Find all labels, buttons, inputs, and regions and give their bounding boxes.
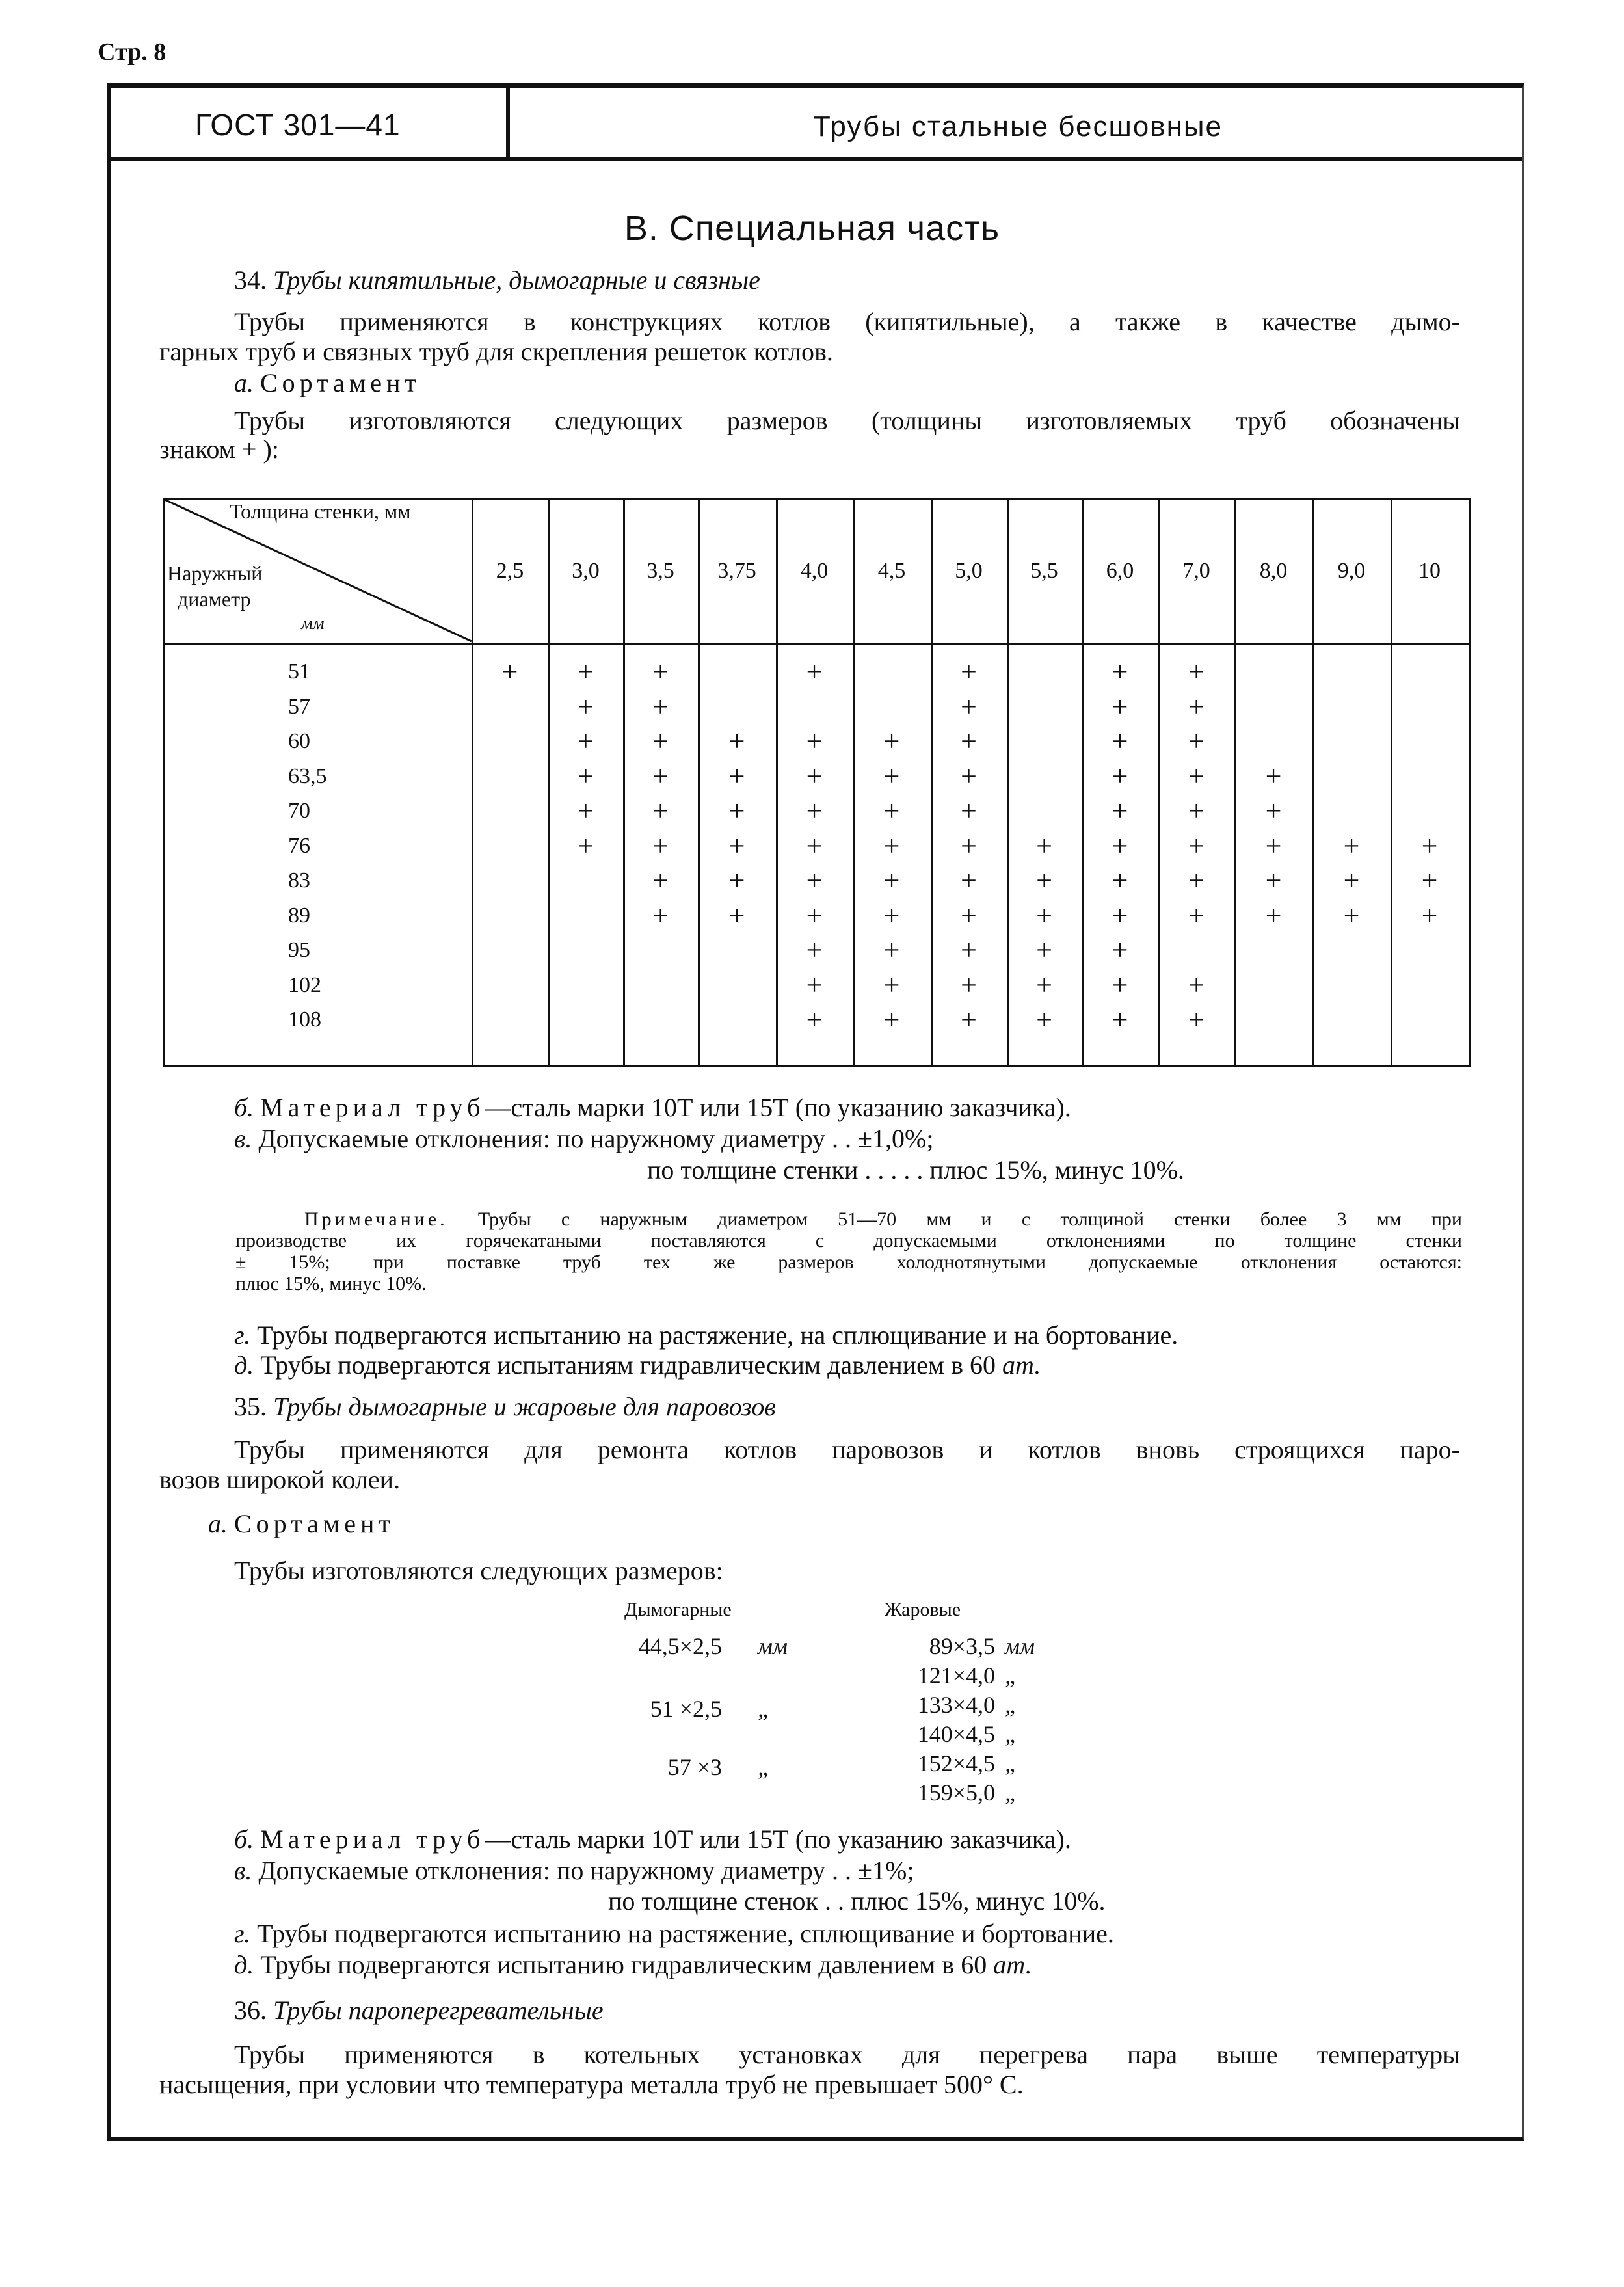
table-cell-mark: + (883, 725, 900, 757)
tube-size-unit: „ (1005, 1750, 1018, 1776)
table-row-diameter: 102 (288, 972, 321, 997)
table-cell-mark: + (806, 864, 823, 896)
table-cell-mark: + (1188, 829, 1205, 862)
table-header-rule (165, 643, 1469, 645)
corner-top-label: Толщина стенки, мм (230, 500, 411, 523)
table-cell-mark: + (578, 829, 594, 862)
table-column-header: 6,0 (1106, 559, 1134, 583)
table-cell-mark: + (652, 690, 669, 723)
table-cell-mark: + (728, 725, 745, 757)
table-cell-mark: + (652, 725, 669, 757)
header-rule (107, 157, 1522, 161)
s35-intro-line1: Трубы применяются для ремонта котлов паровозов и котлов вновь строящихся паро- (234, 1435, 1460, 1464)
table-cell-mark: + (1036, 829, 1052, 862)
table-cell-mark: + (1265, 760, 1282, 792)
thickness-table (163, 498, 1471, 1067)
table-cell-mark: + (1188, 795, 1205, 827)
table-cell-mark: + (883, 795, 900, 827)
table-cell-mark: + (1188, 725, 1205, 757)
table-cell-mark: + (961, 864, 977, 896)
table-column-header: 9,0 (1337, 559, 1366, 583)
page-marker: Стр. 8 (98, 38, 166, 66)
s35-heading: 35. Трубы дымогарные и жаровые для паровозов (234, 1392, 776, 1421)
table-cell-mark: + (652, 864, 669, 896)
table-cell-mark: + (1421, 829, 1438, 862)
table-cell-mark: + (652, 760, 669, 792)
s36-intro-line2: насыщения, при условии что температура металла труб не превышает 500° С. (159, 2070, 1024, 2099)
table-cell-mark: + (1036, 969, 1052, 1001)
table-column-header: 7,0 (1182, 559, 1210, 583)
table-cell-mark: + (1036, 934, 1052, 966)
tube-size-unit: „ (1005, 1663, 1018, 1689)
tube-size-unit: „ (1005, 1721, 1018, 1747)
note-line3: ± 15%; при поставке труб тех же размеров холоднотянутыми допускаемые отклонения остаются: (235, 1251, 1462, 1273)
tube-size-unit: мм (1005, 1633, 1035, 1659)
table-row-diameter: 108 (288, 1008, 321, 1032)
table-cell-mark: + (1036, 864, 1052, 896)
table-cell-mark: + (1112, 969, 1128, 1001)
table-row-diameter: 89 (288, 903, 310, 928)
table-column-header: 2,5 (496, 559, 524, 583)
tube-size: 121×4,0 (917, 1663, 995, 1689)
table-row-diameter: 60 (288, 729, 310, 753)
table-cell-mark: + (806, 969, 823, 1001)
table-cell-mark: + (961, 690, 977, 723)
s34-intro-line2: гарных труб и связных труб для скрепления решеток котлов. (159, 337, 833, 366)
table-cell-mark: + (806, 829, 823, 862)
table-cell-mark: + (1112, 899, 1128, 931)
tube-size-unit: „ (758, 1696, 771, 1722)
corner-left-label3: мм (301, 613, 325, 634)
table-cell-mark: + (1036, 899, 1052, 931)
table-cell-mark: + (578, 690, 594, 723)
s36-intro-line1: Трубы применяются в котельных установках для перегрева пара выше температуры (234, 2040, 1460, 2069)
table-cell-mark: + (1188, 656, 1205, 688)
table-row-diameter: 83 (288, 868, 310, 892)
table-cell-mark: + (961, 969, 977, 1001)
table-cell-mark: + (578, 725, 594, 757)
table-column-header: 4,0 (800, 559, 829, 583)
s34-test-mechanical: г. Трубы подвергаются испытанию на растяжение, на сплющивание и на бортование. (234, 1320, 1178, 1350)
table-column-header: 3,0 (572, 559, 600, 583)
tube-size-unit: „ (1005, 1692, 1018, 1718)
table-cell-mark: + (1036, 1004, 1052, 1036)
header-title: Трубы стальные бесшовные (813, 111, 1223, 142)
tube-size: 140×4,5 (917, 1721, 995, 1747)
s35-tolerance-line1: в. Допускаемые отклонения: по наружному диаметру . . ±1%; (234, 1856, 914, 1885)
table-cell-mark: + (883, 934, 900, 966)
table-row-diameter: 95 (288, 938, 310, 962)
tube-size: 133×4,0 (917, 1692, 995, 1718)
table-cell-mark: + (1265, 829, 1282, 862)
table-cell-mark: + (883, 969, 900, 1001)
table-cell-mark: + (652, 795, 669, 827)
table-cell-mark: + (1343, 899, 1360, 931)
table-cell-mark: + (1112, 1004, 1128, 1036)
note-line1: Примечание. Трубы с наружным диаметром 51—70 мм и с толщиной стенки более 3 мм при (304, 1209, 1462, 1230)
table-cell-mark: + (1343, 864, 1360, 896)
table-column-header: 4,5 (877, 559, 906, 583)
table-cell-mark: + (728, 899, 745, 931)
table-cell-mark: + (961, 829, 977, 862)
table-cell-mark: + (728, 795, 745, 827)
table-cell-mark: + (1112, 725, 1128, 757)
table-row-diameter: 76 (288, 833, 310, 858)
table-cell-mark: + (652, 899, 669, 931)
table-cell-mark: + (806, 934, 823, 966)
table-cell-mark: + (1188, 864, 1205, 896)
table-cell-mark: + (806, 725, 823, 757)
corner-left-label1: Наружный (167, 561, 263, 585)
s36-heading: 36. Трубы пароперегревательные (234, 1996, 604, 2025)
s35-assortment-heading: а. Сортамент (208, 1509, 395, 1538)
table-cell-mark: + (806, 899, 823, 931)
table-cell-mark: + (961, 1004, 977, 1036)
fire-tubes-heading: Жаровые (885, 1599, 961, 1620)
table-cell-mark: + (1188, 760, 1205, 792)
s35-assortment-line1: Трубы изготовляются следующих размеров: (234, 1556, 723, 1585)
table-cell-mark: + (578, 760, 594, 792)
s35-tolerance-line2: по толщине стенок . . плюс 15%, минус 10%. (608, 1886, 1106, 1916)
table-cell-mark: + (1265, 899, 1282, 931)
table-cell-mark: + (883, 899, 900, 931)
table-cell-mark: + (1265, 795, 1282, 827)
s34-material: б. Материал труб—сталь марки 10Т или 15Т (по указанию заказчика). (234, 1093, 1071, 1122)
table-row-diameter: 51 (288, 660, 310, 684)
tube-size-unit: „ (758, 1754, 771, 1780)
corner-left-label2: диаметр (178, 587, 251, 611)
table-cell-mark: + (883, 829, 900, 862)
table-cell-mark: + (1112, 864, 1128, 896)
s34-assortment-line1: Трубы изготовляются следующих размеров (толщины изготовляемых труб обозначены (234, 406, 1460, 435)
table-cell-mark: + (806, 760, 823, 792)
standard-number: ГОСТ 301—41 (195, 108, 401, 142)
table-column-header: 5,5 (1030, 559, 1058, 583)
table-row-diameter: 63,5 (288, 764, 327, 788)
table-column-header: 3,5 (646, 559, 674, 583)
s34-intro-line1: Трубы применяются в конструкциях котлов (кипятильные), а также в качестве дымо- (234, 307, 1460, 336)
table-cell-mark: + (883, 1004, 900, 1036)
table-cell-mark: + (1188, 1004, 1205, 1036)
table-cell-mark: + (1265, 864, 1282, 896)
table-cell-mark: + (806, 795, 823, 827)
table-cell-mark: + (501, 656, 518, 688)
s34-assortment-heading: а. Сортамент (234, 368, 421, 397)
table-cell-mark: + (1421, 864, 1438, 896)
table-cell-mark: + (1112, 760, 1128, 792)
s34-test-hydraulic: д. Трубы подвергаются испытаниям гидравлическим давлением в 60 ат. (234, 1350, 1041, 1380)
s35-test-hydraulic: д. Трубы подвергаются испытанию гидравлическим давлением в 60 ат. (234, 1950, 1032, 1979)
s34-tolerance-line1: в. Допускаемые отклонения: по наружному диаметру . . ±1,0%; (234, 1124, 934, 1153)
table-column-header: 5,0 (955, 559, 983, 583)
table-cell-mark: + (1112, 829, 1128, 862)
header-divider (506, 83, 510, 159)
tube-size: 44,5×2,5 (638, 1633, 722, 1659)
table-cell-mark: + (1112, 934, 1128, 966)
table-cell-mark: + (1421, 899, 1438, 931)
table-column-header: 3,75 (717, 559, 756, 583)
s34-assortment-line2: знаком + ): (159, 435, 279, 464)
table-cell-mark: + (1188, 899, 1205, 931)
s35-test-mechanical: г. Трубы подвергаются испытанию на растяжение, сплющивание и бортование. (234, 1919, 1114, 1948)
section-title: В. Специальная часть (624, 209, 1000, 248)
table-cell-mark: + (961, 760, 977, 792)
table-cell-mark: + (578, 656, 594, 688)
table-cell-mark: + (652, 829, 669, 862)
table-cell-mark: + (961, 795, 977, 827)
tube-size: 152×4,5 (917, 1750, 995, 1776)
table-cell-mark: + (1112, 795, 1128, 827)
table-cell-mark: + (578, 795, 594, 827)
table-cell-mark: + (961, 934, 977, 966)
table-cell-mark: + (1112, 690, 1128, 723)
s35-material: б. Материал труб—сталь марки 10Т или 15Т (по указанию заказчика). (234, 1825, 1071, 1854)
table-cell-mark: + (806, 656, 823, 688)
table-cell-mark: + (883, 760, 900, 792)
table-cell-mark: + (1188, 690, 1205, 723)
table-cell-mark: + (728, 864, 745, 896)
s34-tolerance-line2: по толщине стенки . . . . . плюс 15%, минус 10%. (647, 1155, 1184, 1184)
s35-intro-line2: возов широкой колеи. (159, 1465, 401, 1494)
table-cell-mark: + (1343, 829, 1360, 862)
tube-size: 89×3,5 (929, 1633, 995, 1659)
table-cell-mark: + (883, 864, 900, 896)
note-line2: производстве их горячекатаными поставляются с допускаемыми отклонениями по толщине стенки (235, 1230, 1462, 1251)
s34-heading: 34. Трубы кипятильные, дымогарные и связные (234, 265, 760, 295)
table-row-diameter: 57 (288, 694, 310, 719)
table-cell-mark: + (728, 760, 745, 792)
tube-size: 51 ×2,5 (650, 1696, 722, 1722)
tube-size-unit: „ (1005, 1780, 1018, 1806)
table-cell-mark: + (1112, 656, 1128, 688)
table-column-header: 8,0 (1259, 559, 1288, 583)
table-cell-mark: + (652, 656, 669, 688)
smoke-tubes-heading: Дымогарные (624, 1599, 732, 1620)
tube-size-unit: мм (758, 1633, 788, 1659)
table-cell-mark: + (961, 656, 977, 688)
tube-size: 57 ×3 (667, 1754, 722, 1780)
table-cell-mark: + (961, 899, 977, 931)
table-cell-mark: + (1188, 969, 1205, 1001)
table-cell-mark: + (728, 829, 745, 862)
table-column-header: 10 (1418, 559, 1441, 583)
table-row-diameter: 70 (288, 799, 310, 823)
table-cell-mark: + (806, 1004, 823, 1036)
table-cell-mark: + (961, 725, 977, 757)
tube-size: 159×5,0 (917, 1780, 995, 1806)
note-line4: плюс 15%, минус 10%. (235, 1273, 427, 1294)
